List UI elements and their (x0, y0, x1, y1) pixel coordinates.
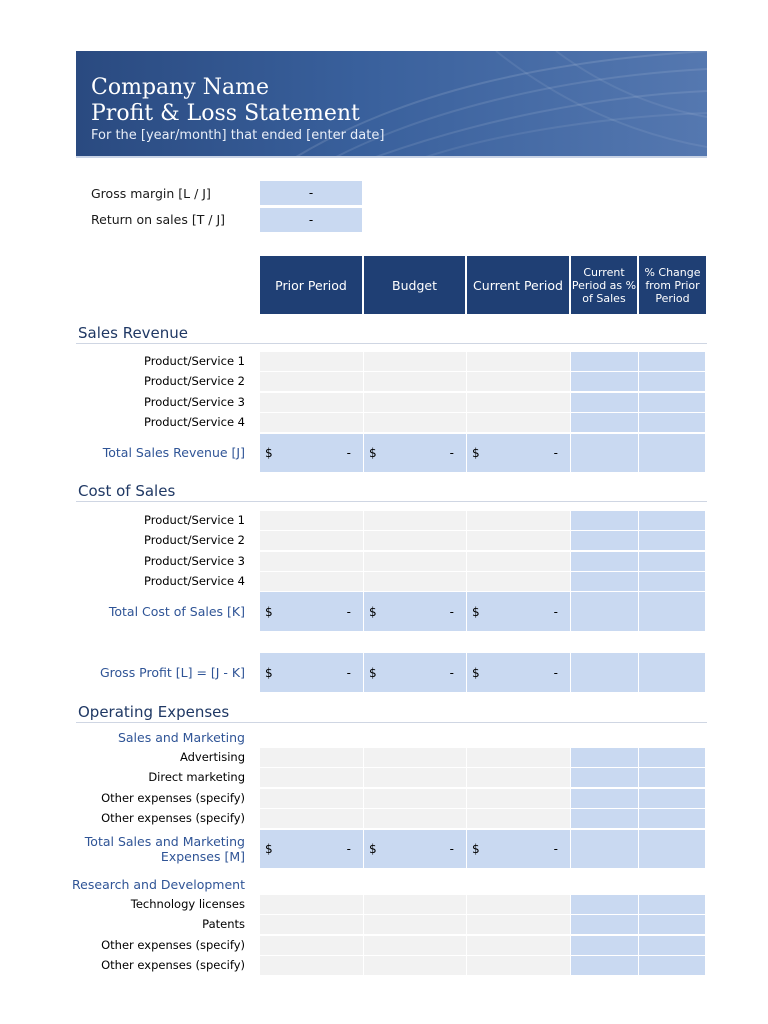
sales-marketing-item-label: Other expenses (specify) (101, 790, 245, 805)
currency-symbol: $ (472, 446, 480, 460)
cost-of-sales-item-cell[interactable] (571, 531, 639, 550)
kpi-gross-margin-label: Gross margin [L / J] (91, 186, 211, 201)
sales-revenue-item-cell[interactable] (639, 393, 706, 412)
currency-symbol: $ (472, 842, 480, 856)
report-title: Profit & Loss Statement (91, 101, 360, 126)
sales-marketing-item-cell[interactable] (260, 768, 364, 787)
section-operating-expenses: Operating Expenses (78, 703, 230, 721)
total-cost-of-sales-cell[interactable] (260, 592, 364, 631)
research-development-item-cell[interactable] (571, 936, 639, 955)
header-banner (76, 51, 707, 157)
sales-marketing-item-cell[interactable] (639, 748, 706, 767)
amount-value: - (553, 604, 558, 619)
amount-value: - (346, 604, 351, 619)
research-development-item-cell[interactable] (639, 915, 706, 934)
cost-of-sales-item-cell[interactable] (260, 531, 364, 550)
sales-revenue-item-cell[interactable] (260, 413, 364, 432)
sales-marketing-item-cell[interactable] (467, 789, 571, 808)
col-header-pct-of-sales: Current Period as % of Sales (571, 256, 637, 314)
amount-value: - (553, 665, 558, 680)
sales-marketing-item-cell[interactable] (639, 768, 706, 787)
col-header-prior-period: Prior Period (260, 256, 362, 314)
sales-marketing-item-cell[interactable] (364, 789, 467, 808)
total-cost-of-sales-cell[interactable] (639, 592, 706, 631)
sales-revenue-item-label: Product/Service 1 (143, 354, 245, 368)
cost-of-sales-item-cell[interactable] (639, 572, 706, 591)
sales-revenue-item-cell[interactable] (639, 372, 706, 391)
gross-profit-label: Gross Profit [L] = [J - K] (99, 664, 245, 680)
total-cost-of-sales-cell[interactable] (571, 592, 639, 631)
sales-revenue-item-label: Product/Service 3 (143, 394, 245, 409)
gross-profit-cell[interactable] (571, 653, 639, 692)
currency-symbol: $ (472, 604, 480, 619)
currency-symbol: $ (369, 665, 377, 680)
sales-revenue-item-cell[interactable] (639, 413, 706, 432)
cost-of-sales-item-cell[interactable] (260, 552, 364, 571)
cost-of-sales-item-cell[interactable] (260, 511, 364, 530)
research-development-item-cell[interactable] (260, 936, 364, 955)
gross-profit-cell[interactable] (364, 653, 467, 692)
amount-value: - (553, 842, 558, 856)
currency-symbol: $ (265, 604, 273, 619)
research-development-item-cell[interactable] (571, 895, 639, 914)
total-sales-marketing-cell[interactable] (571, 830, 639, 868)
amount-value: - (346, 446, 351, 460)
amount-value: - (449, 842, 454, 856)
research-development-item-cell[interactable] (260, 956, 364, 975)
currency-symbol: $ (472, 665, 480, 680)
research-development-item-label: Technology licenses (130, 897, 245, 911)
research-development-item-cell[interactable] (467, 956, 571, 975)
sales-revenue-item-cell[interactable] (467, 372, 571, 391)
cost-of-sales-item-label: Product/Service 3 (143, 553, 245, 568)
sales-marketing-item-label: Advertising (179, 750, 245, 764)
banner-underline (76, 156, 707, 158)
research-development-item-cell[interactable] (571, 915, 639, 934)
sales-marketing-item-cell[interactable] (364, 748, 467, 767)
cost-of-sales-item-cell[interactable] (639, 511, 706, 530)
cost-of-sales-item-cell[interactable] (467, 511, 571, 530)
total-sales-marketing-cell[interactable] (364, 830, 467, 868)
amount-value: - (449, 665, 454, 680)
currency-symbol: $ (369, 604, 377, 619)
total-sales-revenue-cell[interactable] (364, 434, 467, 472)
total-sales-marketing-cell[interactable] (260, 830, 364, 868)
currency-symbol: $ (369, 446, 377, 460)
total-sales-marketing-label: Total Sales and Marketing Expenses [M] (84, 834, 245, 864)
sales-revenue-item-cell[interactable] (571, 352, 639, 371)
kpi-return-on-sales-value[interactable]: - (260, 208, 362, 232)
amount-value: - (346, 665, 351, 680)
total-sales-revenue-cell[interactable] (571, 434, 639, 472)
sales-revenue-item-label: Product/Service 4 (143, 414, 245, 429)
sales-marketing-item-cell[interactable] (571, 809, 639, 828)
currency-symbol: $ (369, 842, 377, 856)
research-development-item-cell[interactable] (364, 936, 467, 955)
sales-marketing-item-cell[interactable] (260, 789, 364, 808)
sales-revenue-item-cell[interactable] (467, 413, 571, 432)
cost-of-sales-item-cell[interactable] (467, 531, 571, 550)
total-cost-of-sales-cell[interactable] (467, 592, 571, 631)
amount-value: - (449, 446, 454, 460)
research-development-item-cell[interactable] (639, 956, 706, 975)
research-development-item-cell[interactable] (639, 936, 706, 955)
section-cost-of-sales: Cost of Sales (78, 482, 176, 500)
sales-revenue-item-cell[interactable] (364, 413, 467, 432)
research-development-item-cell[interactable] (260, 915, 364, 934)
cost-of-sales-item-cell[interactable] (364, 572, 467, 591)
sales-revenue-item-cell[interactable] (467, 393, 571, 412)
cost-of-sales-item-cell[interactable] (639, 531, 706, 550)
research-development-item-label: Other expenses (specify) (101, 957, 245, 972)
cost-of-sales-item-cell[interactable] (260, 572, 364, 591)
sales-marketing-item-label: Direct marketing (148, 770, 245, 785)
sales-revenue-item-label: Product/Service 2 (143, 374, 245, 389)
total-sales-revenue-label: Total Sales Revenue [J] (102, 445, 245, 460)
total-sales-revenue-cell[interactable] (639, 434, 706, 472)
total-sales-marketing-cell[interactable] (467, 830, 571, 868)
total-sales-revenue-cell[interactable] (260, 434, 364, 472)
research-development-item-cell[interactable] (571, 956, 639, 975)
currency-symbol: $ (265, 665, 273, 680)
company-name: Company Name (91, 75, 269, 100)
cost-of-sales-item-cell[interactable] (364, 531, 467, 550)
cost-of-sales-item-cell[interactable] (571, 552, 639, 571)
gross-profit-cell[interactable] (260, 653, 364, 692)
sales-revenue-item-cell[interactable] (639, 352, 706, 371)
total-cost-of-sales-label: Total Cost of Sales [K] (108, 603, 245, 619)
sales-marketing-item-cell[interactable] (571, 748, 639, 767)
sales-revenue-item-cell[interactable] (364, 352, 467, 371)
sales-revenue-item-cell[interactable] (571, 413, 639, 432)
cost-of-sales-item-label: Product/Service 4 (143, 573, 245, 588)
cost-of-sales-item-cell[interactable] (467, 552, 571, 571)
amount-value: - (449, 604, 454, 619)
sales-revenue-item-cell[interactable] (571, 393, 639, 412)
amount-value: - (553, 446, 558, 460)
sales-marketing-item-label: Other expenses (specify) (101, 810, 245, 825)
sales-marketing-item-cell[interactable] (467, 748, 571, 767)
sales-marketing-item-cell[interactable] (467, 809, 571, 828)
sales-revenue-item-cell[interactable] (364, 372, 467, 391)
sales-revenue-item-cell[interactable] (571, 372, 639, 391)
section-cost-of-sales-rule (76, 501, 707, 502)
sales-revenue-item-cell[interactable] (260, 393, 364, 412)
research-development-item-cell[interactable] (364, 895, 467, 914)
sales-marketing-item-cell[interactable] (364, 768, 467, 787)
kpi-gross-margin-value[interactable]: - (260, 181, 362, 205)
total-sales-revenue-cell[interactable] (467, 434, 571, 472)
subsection-sales-marketing: Sales and Marketing (117, 730, 245, 745)
research-development-item-cell[interactable] (364, 915, 467, 934)
sales-marketing-item-cell[interactable] (260, 748, 364, 767)
cost-of-sales-item-cell[interactable] (639, 552, 706, 571)
total-sales-marketing-cell[interactable] (639, 830, 706, 868)
research-development-item-cell[interactable] (467, 915, 571, 934)
total-cost-of-sales-cell[interactable] (364, 592, 467, 631)
gross-profit-cell[interactable] (639, 653, 706, 692)
sales-marketing-item-cell[interactable] (467, 768, 571, 787)
sales-marketing-item-cell[interactable] (639, 789, 706, 808)
currency-symbol: $ (265, 842, 273, 856)
research-development-item-cell[interactable] (364, 956, 467, 975)
research-development-item-cell[interactable] (467, 895, 571, 914)
section-sales-revenue: Sales Revenue (78, 324, 189, 342)
cost-of-sales-item-label: Product/Service 2 (143, 533, 245, 548)
col-header-budget: Budget (364, 256, 465, 314)
research-development-item-cell[interactable] (467, 936, 571, 955)
sales-marketing-item-cell[interactable] (639, 809, 706, 828)
research-development-item-cell[interactable] (260, 895, 364, 914)
sales-revenue-item-cell[interactable] (260, 372, 364, 391)
sales-revenue-item-cell[interactable] (260, 352, 364, 371)
cost-of-sales-item-cell[interactable] (364, 552, 467, 571)
subsection-research-development: Research and Development (72, 877, 245, 892)
report-subtitle: For the [year/month] that ended [enter date] (91, 128, 385, 143)
cost-of-sales-item-cell[interactable] (571, 511, 639, 530)
sales-revenue-item-cell[interactable] (364, 393, 467, 412)
sales-revenue-item-cell[interactable] (467, 352, 571, 371)
col-header-current-period: Current Period (467, 256, 569, 314)
cost-of-sales-item-cell[interactable] (571, 572, 639, 591)
sales-marketing-item-cell[interactable] (364, 809, 467, 828)
gross-profit-cell[interactable] (467, 653, 571, 692)
sales-marketing-item-cell[interactable] (571, 789, 639, 808)
col-header-pct-change: % Change from Prior Period (639, 256, 706, 314)
cost-of-sales-item-cell[interactable] (467, 572, 571, 591)
kpi-return-on-sales-label: Return on sales [T / J] (91, 212, 226, 227)
sales-marketing-item-cell[interactable] (260, 809, 364, 828)
amount-value: - (346, 842, 351, 856)
research-development-item-label: Patents (202, 917, 245, 932)
cost-of-sales-item-label: Product/Service 1 (143, 513, 245, 527)
section-operating-expenses-rule (76, 722, 707, 723)
currency-symbol: $ (265, 446, 273, 460)
section-sales-revenue-rule (76, 343, 707, 344)
research-development-item-label: Other expenses (specify) (101, 937, 245, 952)
cost-of-sales-item-cell[interactable] (364, 511, 467, 530)
research-development-item-cell[interactable] (639, 895, 706, 914)
sales-marketing-item-cell[interactable] (571, 768, 639, 787)
